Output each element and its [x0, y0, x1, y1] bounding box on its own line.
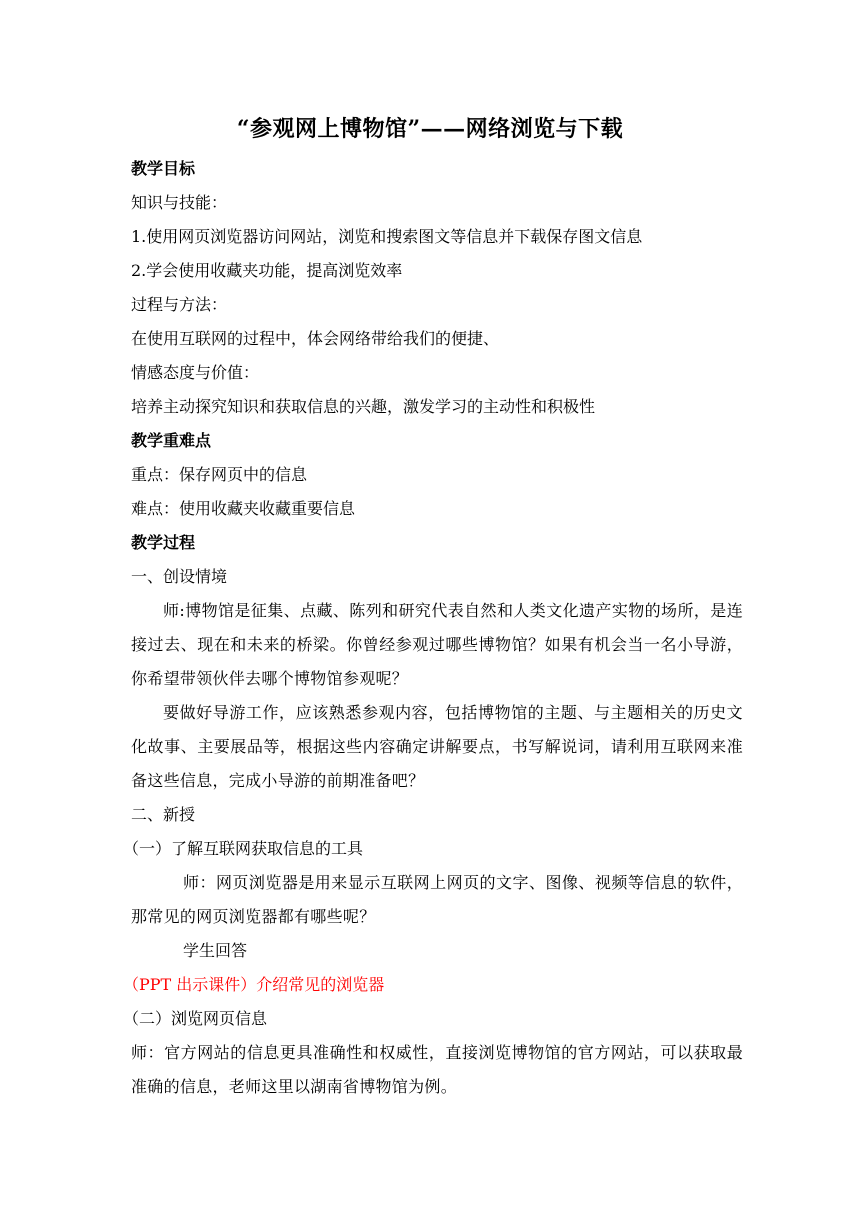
- subsection-1-paragraph: 师：网页浏览器是用来显示互联网上网页的文字、图像、视频等信息的软件，那常见的网页浏览器都有哪些呢？: [131, 873, 743, 926]
- knowledge-item-1: 1.使用网页浏览器访问网站，浏览和搜索图文等信息并下载保存图文信息: [131, 227, 643, 246]
- ppt-courseware-note: （PPT 出示课件）介绍常见的浏览器: [123, 975, 385, 994]
- part1-label: 一、创设情境: [131, 567, 228, 586]
- student-answer-line: 学生回答: [183, 941, 248, 960]
- key-difficult-points-heading: 教学重难点: [131, 431, 212, 450]
- teaching-process-heading: 教学过程: [131, 533, 196, 552]
- process-item-1: 在使用互联网的过程中，体会网络带给我们的便捷、: [131, 329, 500, 348]
- process-methods-label: 过程与方法：: [131, 295, 228, 314]
- part1-paragraph-1: 师:博物馆是征集、点藏、陈列和研究代表自然和人类文化遗产实物的场所，是连接过去、现在和未来的桥梁。你曾经参观过哪些博物馆？如果有机会当一名小导游，你希望带领伙伴去哪个博物馆参观呢？: [131, 601, 743, 688]
- part1-paragraph-2: 要做好导游工作，应该熟悉参观内容，包括博物馆的主题、与主题相关的历史文化故事、主要展品等，根据这些内容确定讲解要点，书写解说词，请利用互联网来准备这些信息，完成小导游的前期准备吧？: [131, 703, 743, 790]
- difficult-point: 难点：使用收藏夹收藏重要信息: [131, 499, 356, 518]
- subsection-2-paragraph: 师：官方网站的信息更具准确性和权威性，直接浏览博物馆的官方网站，可以获取最准确的信息，老师这里以湖南省博物馆为例。: [131, 1043, 743, 1096]
- emotion-values-label: 情感态度与价值：: [131, 363, 260, 382]
- document-title: “参观网上博物馆”——网络浏览与下载: [236, 116, 624, 142]
- teaching-goals-heading: 教学目标: [131, 159, 196, 178]
- document-body: [123, 152, 743, 1104]
- key-point: 重点：保存网页中的信息: [131, 465, 308, 484]
- emotion-item-1: 培养主动探究知识和获取信息的兴趣，激发学习的主动性和积极性: [131, 397, 596, 416]
- subsection-2-label: （二）浏览网页信息: [123, 1009, 268, 1028]
- knowledge-item-2: 2.学会使用收藏夹功能，提高浏览效率: [131, 261, 403, 280]
- knowledge-skills-label: 知识与技能：: [131, 193, 228, 212]
- part2-label: 二、新授: [131, 805, 196, 824]
- subsection-1-label: （一）了解互联网获取信息的工具: [123, 839, 364, 858]
